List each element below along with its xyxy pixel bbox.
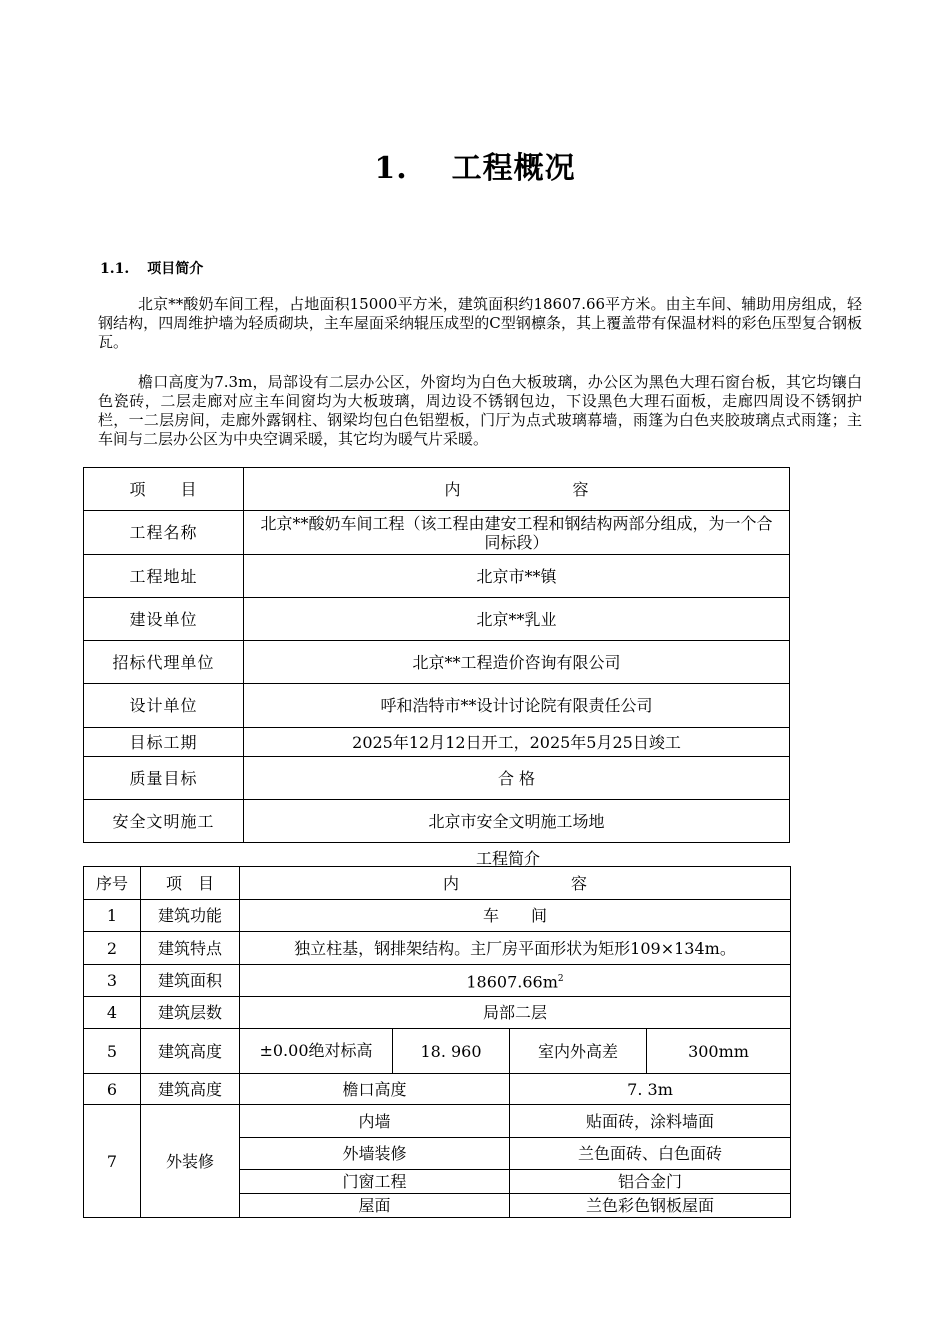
table-header-row [84,867,791,900]
row-value: 北京市**镇 [244,555,790,598]
table-row [84,757,790,800]
row-no: 4 [84,997,141,1029]
row-value: 北京**酸奶车间工程（该工程由建安工程和钢结构两部分组成，为一个合同标段） [244,511,790,555]
row-item: 建筑高度 [141,1074,240,1105]
row-item: 建筑功能 [141,900,240,932]
row-item: 建筑层数 [141,997,240,1029]
row-value: 独立柱基，钢排架结构。主厂房平面形状为矩形109×134m。 [240,932,791,965]
row-no: 3 [84,965,141,997]
row-value: 北京市安全文明施工场地 [244,800,790,843]
row-key: 工程地址 [84,555,244,598]
height-difference-label: 室内外高差 [510,1029,647,1074]
header-item: 项 目 [84,468,244,511]
row-value: 局部二层 [240,997,791,1029]
table-row [84,997,791,1029]
row-value: 2025年12月12日开工，2025年5月25日竣工 [244,728,790,757]
table-row [84,965,791,997]
finish-item: 外墙装修 [240,1138,510,1170]
table-row [84,684,790,728]
chapter-title: 工程概况 [451,151,576,186]
finish-item: 内墙 [240,1105,510,1138]
row-key: 设计单位 [84,684,244,728]
chapter-number: 1. [374,151,408,186]
table-row [84,641,790,684]
area-unit-exponent: 2 [557,973,564,984]
absolute-elevation-label: ±0.00绝对标高 [240,1029,393,1074]
area-value: 18607.66m [466,972,558,992]
project-brief-table [83,866,791,1218]
eaves-height-value: 7. 3m [510,1074,791,1105]
table-row [84,511,790,555]
table-row [84,1074,791,1105]
table-caption: 工程简介 [475,849,540,868]
table-row [84,1105,791,1138]
table-row [84,598,790,641]
row-no: 5 [84,1029,141,1074]
row-key: 招标代理单位 [84,641,244,684]
row-key: 质量目标 [84,757,244,800]
finish-value: 铝合金门 [510,1170,791,1194]
finish-item: 屋面 [240,1194,510,1218]
finish-value: 兰色面砖、白色面砖 [510,1138,791,1170]
paragraph-building-details: 檐口高度为7.3m，局部设有二层办公区，外窗均为白色大板玻璃，办公区为黑色大理石窗台板，其它均镶白色瓷砖，二层走廊对应主车间窗均为大板玻璃，周边设不锈钢包边，下设黑色大理石面板，走廊四周设不锈钢护栏，一二层房间，走廊外露钢柱、钢梁均包白色铝塑板，门厅为点式玻璃幕墙，雨篷为白色夹胶玻璃点式雨篷；主车间与二层办公区为中央空调采暖，其它均为暖气片采暖。 [98,373,862,448]
row-no: 2 [84,932,141,965]
section-title: 项目简介 [147,261,204,277]
table-row [84,900,791,932]
row-item: 建筑特点 [141,932,240,965]
header-content: 内 容 [244,468,790,511]
row-value [240,965,791,997]
row-value: 呼和浩特市**设计讨论院有限责任公司 [244,684,790,728]
paragraph-project-intro: 北京**酸奶车间工程，占地面积15000平方米，建筑面积约18607.66平方米。由主车间、辅助用房组成，轻钢结构，四周维护墙为轻质砌块，主车屋面采纳辊压成型的C型钢檩条，其上覆盖带有保温材料的彩色压型复合钢板瓦。 [98,295,862,351]
row-item: 建筑高度 [141,1029,240,1074]
row-key: 建设单位 [84,598,244,641]
row-no: 6 [84,1074,141,1105]
row-item: 建筑面积 [141,965,240,997]
table-header-row [84,468,790,511]
table-row [84,555,790,598]
row-value: 北京**乳业 [244,598,790,641]
finish-item: 门窗工程 [240,1170,510,1194]
header-content: 内 容 [240,867,791,900]
row-key: 目标工期 [84,728,244,757]
finish-value: 贴面砖，涂料墙面 [510,1105,791,1138]
header-item: 项 目 [141,867,240,900]
table-row [84,932,791,965]
absolute-elevation-value: 18. 960 [393,1029,510,1074]
row-value: 车 间 [240,900,791,932]
row-item: 外装修 [141,1105,240,1218]
project-info-table [83,467,790,843]
finish-value: 兰色彩色钢板屋面 [510,1194,791,1218]
section-heading [100,258,203,278]
height-difference-value: 300mm [647,1029,791,1074]
table-row [84,800,790,843]
table-row [84,1029,791,1074]
chapter-heading [0,143,950,187]
row-no: 1 [84,900,141,932]
row-key: 工程名称 [84,511,244,555]
row-value: 合 格 [244,757,790,800]
row-value: 北京**工程造价咨询有限公司 [244,641,790,684]
header-no: 序号 [84,867,141,900]
row-no: 7 [84,1105,141,1218]
eaves-height-label: 檐口高度 [240,1074,510,1105]
row-key: 安全文明施工 [84,800,244,843]
section-number: 1.1. [100,261,130,277]
table-row [84,728,790,757]
